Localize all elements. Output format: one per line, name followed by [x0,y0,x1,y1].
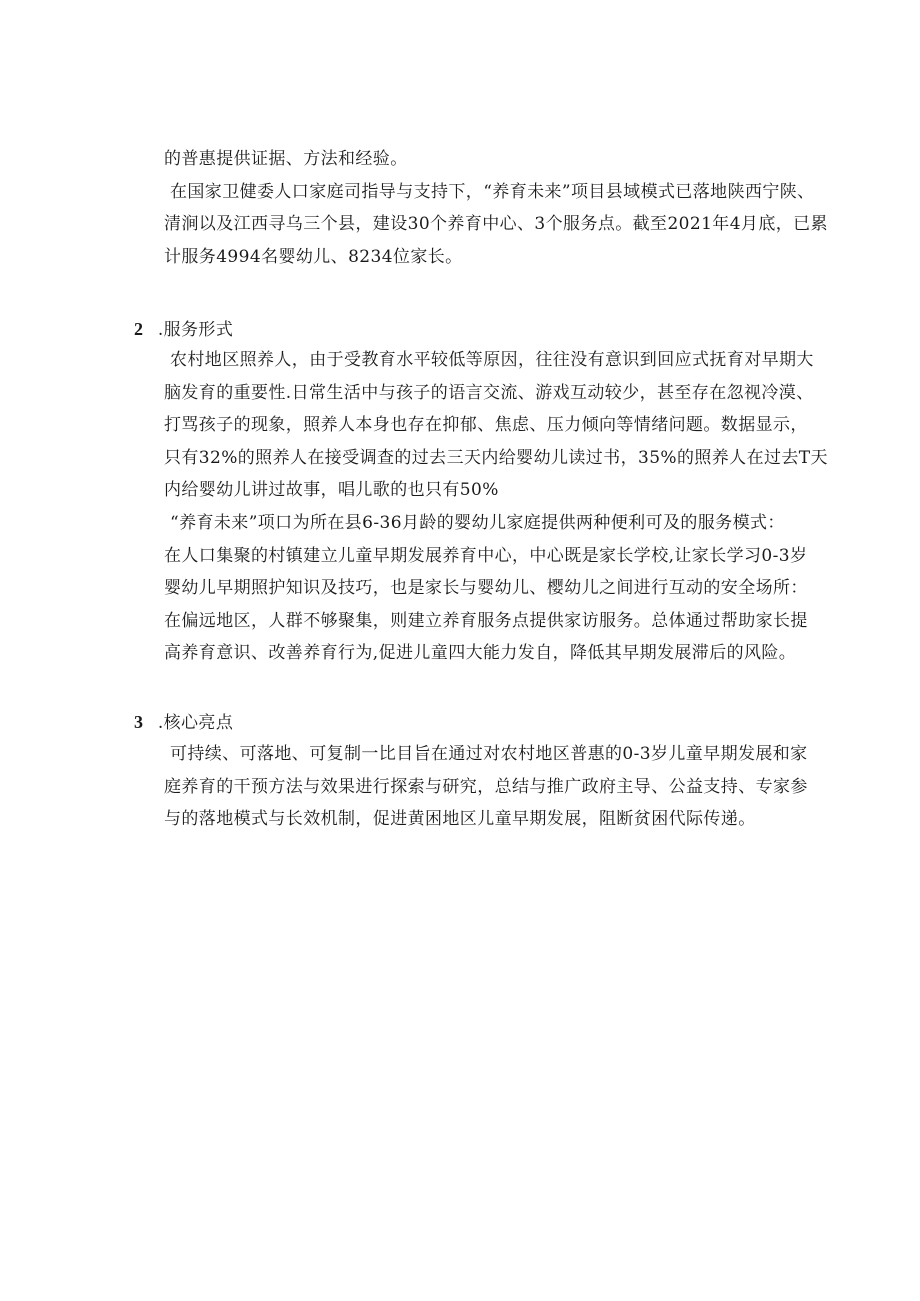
text-line: 与的落地模式与长效机制，促进黄困地区儿童早期发展，阻断贫困代际传递。 [164,809,756,829]
text-line: 在偏远地区，人群不够聚集，则建立养育服务点提供家访服务。总体通过帮助家长提 [164,610,808,631]
text-line: 的普惠提供证据、方法和经验。 [164,149,408,169]
intro-paragraph [164,143,828,273]
section-title: .核心亮点 [157,713,234,733]
text-line: 可持续、可落地、可复制一比目旨在通过对农村地区普惠的0-3岁儿童早期发展和家 [170,744,808,764]
section-number: 3 [134,712,144,732]
text-line: 在人口集聚的村镇建立儿童早期发展养育中心，中心既是家长学校,让家长学习0-3岁 [164,545,808,566]
section-2-paragraph-1 [164,344,828,507]
section-2-paragraph-2 [164,507,808,670]
section-3-heading [134,706,233,739]
text-line: “养育未来”项口为所在县6-36月龄的婴幼儿家庭提供两种便利可及的服务模式： [170,513,785,533]
text-line: 打骂孩子的现象，照养人本身也存在抑郁、焦虑、压力倾向等情绪问题。数据显示， [164,415,808,435]
text-line: 计服务4994名婴幼儿、8234位家长。 [164,246,463,267]
text-line: 清涧以及江西寻乌三个县，建设30个养育中心、3个服务点。截至2021年4月底，已累 [164,214,828,234]
section-title: .服务形式 [157,320,234,340]
text-line: 高养育意识、改善养育行为,促进儿童四大能力发自，降低其早期发展滞后的风险。 [164,643,797,663]
text-line: 只有32%的照养人在接受调查的过去三天内给婴幼儿读过书，35%的照养人在过去T天 [164,447,828,468]
text-line: 脑发育的重要性.日常生活中与孩子的语言交流、游戏互动较少，甚至存在忽视冷漠、 [164,382,814,403]
text-line: 婴幼儿早期照护知识及技巧，也是家长与婴幼儿、樱幼儿之间进行互动的安全场所： [164,578,808,598]
section-number: 2 [134,319,144,339]
text-line: 内给婴幼儿讲过故事，唱儿歌的也只有50% [164,480,499,500]
section-3-paragraph-1 [164,738,808,836]
text-line: 在国家卫健委人口家庭司指导与支持下，“养育未来”项目县域模式已落地陕西宁陕、 [170,181,815,202]
section-2-heading [134,313,233,346]
text-line: 农村地区照养人，由于受教育水平较低等原因，往往没有意识到回应式抚育对早期大 [170,350,814,370]
text-line: 庭养育的干预方法与效果进行探索与研究，总结与推广政府主导、公益支持、专家参 [164,776,808,797]
